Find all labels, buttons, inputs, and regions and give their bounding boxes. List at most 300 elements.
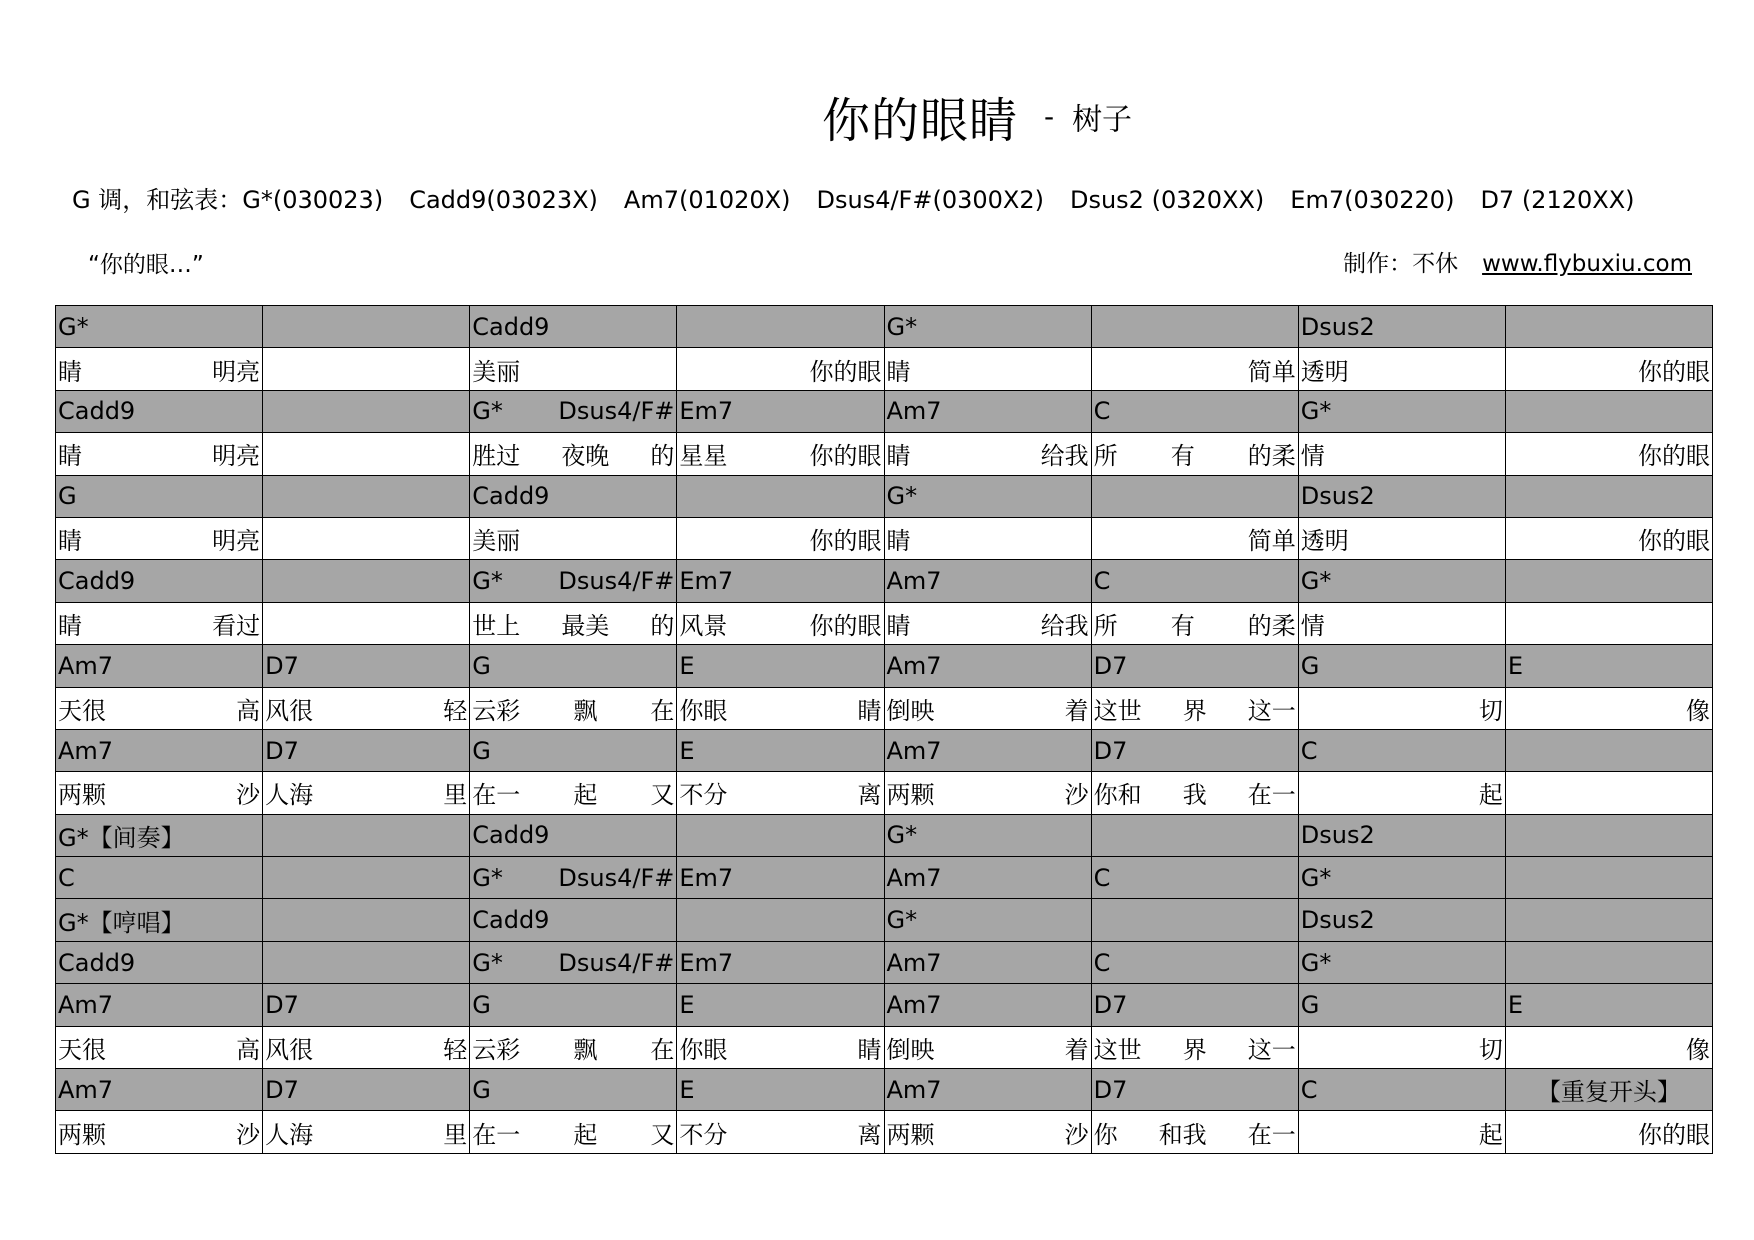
lyric-row [56,1026,1713,1068]
lyric-cell [263,517,470,559]
lyric-text: 情 [1300,442,1325,471]
lyric-text: 离 [857,1120,882,1149]
chord-cell [470,857,677,899]
lyric-cell [263,1026,470,1068]
chord-cell [56,984,263,1026]
chord-cell [1091,475,1298,517]
lyric-text: 简单 [1247,527,1296,556]
lyric-row [56,348,1713,390]
chord-text: Dsus2 [1300,482,1375,511]
chord-cell [263,941,470,983]
lyric-text: 两颗 [58,1120,106,1149]
lyric-cell [56,433,263,475]
chord-text: Em7 [679,397,734,426]
lyric-text: 透明 [1300,527,1349,556]
chord-cell [677,857,884,899]
lyric-text: 睛 [58,611,82,640]
lyric-cell [263,772,470,814]
lyric-text: 有 [1170,442,1195,471]
chord-row [56,984,1713,1026]
chord-cell [1298,390,1505,432]
lyric-text: 高 [236,696,261,725]
chord-cell [56,729,263,771]
lyric-text: 沙 [236,1120,261,1149]
chord-row [56,729,1713,771]
lyric-cell [677,1026,884,1068]
lyric-cell [677,1111,884,1153]
lyric-text: 星星 [679,442,728,471]
lyric-cell [884,772,1091,814]
lyric-cell [1091,1026,1298,1068]
title-area [0,82,1754,151]
title-separator: - [1043,100,1055,133]
lyric-cell [677,602,884,644]
chord-cell [884,984,1091,1026]
lyric-text: 起 [1478,1120,1503,1149]
lyric-cell [1298,1026,1505,1068]
chord-cell [884,645,1091,687]
lyric-cell [1505,602,1712,644]
chord-cell [884,560,1091,602]
chord-cell [1505,984,1712,1026]
chord-text: G [472,736,491,765]
lyric-row [56,517,1713,559]
lyric-text: 两颗 [58,781,106,810]
chord-cell [263,814,470,856]
lyric-cell [1298,772,1505,814]
lyric-cell [884,348,1091,390]
credit [1343,245,1692,278]
lyric-text: 着 [1064,696,1089,725]
chord-cell [56,941,263,983]
chord-cell [884,1069,1091,1111]
lyric-cell [1091,772,1298,814]
lyric-cell [884,602,1091,644]
chord-cell [56,306,263,348]
chord-text: G [58,482,77,511]
lyric-cell [677,433,884,475]
chord-text: G* [886,482,918,511]
lyric-row [56,1111,1713,1153]
lyric-text: 美丽 [472,357,521,386]
chord-text: Cadd9 [58,397,136,426]
lyric-cell [56,772,263,814]
chord-text: Am7 [58,651,114,680]
chord-cell [1091,306,1298,348]
lyric-text: 风景 [679,611,728,640]
chord-cell [1091,941,1298,983]
lyric-cell [470,517,677,559]
chord-cell [263,560,470,602]
chord-cell [677,645,884,687]
lyric-cell [884,687,1091,729]
chord-text: D7 [1093,1075,1128,1104]
lyric-text: 明亮 [212,527,261,556]
lyric-row [56,602,1713,644]
chord-text: Dsus4/F# [558,567,675,596]
chord-cell [1091,857,1298,899]
lyric-text: 和我 [1158,1120,1207,1149]
chord-cell [470,1069,677,1111]
lyric-cell [56,602,263,644]
lyric-text: 你的眼 [809,611,882,640]
lyric-text: 在 [650,696,675,725]
chord-text: E [679,990,695,1019]
chord-cell [1091,814,1298,856]
chord-text: Cadd9 [472,482,550,511]
lyric-text: 简单 [1247,357,1296,386]
lyric-row [56,433,1713,475]
chord-text: D7 [265,990,299,1019]
chord-cell [470,729,677,771]
chord-text: G* [472,397,503,426]
lyric-text: 睛 [58,442,82,471]
chord-cell [263,390,470,432]
chord-cell [677,1069,884,1111]
chord-cell [884,899,1091,941]
lyric-text: 又 [650,781,675,810]
lyric-text: 给我 [1040,611,1089,640]
lyric-text: 人海 [265,781,314,810]
lyric-text: 胜过 [472,442,521,471]
chord-text: Am7 [886,567,942,596]
chord-cell [263,475,470,517]
lyric-text: 起 [1478,781,1503,810]
chord-reference-item: Am7(01020X) [623,186,791,214]
chord-cell [56,560,263,602]
lyric-text: 离 [857,781,882,810]
lyric-text: 睛 [886,357,911,386]
lyric-text: 透明 [1300,357,1349,386]
lyric-text: 你 [1093,1120,1118,1149]
chord-cell [1298,729,1505,771]
lyric-text: 给我 [1040,442,1089,471]
chord-cell [1505,814,1712,856]
lyric-text: 沙 [236,781,261,810]
chord-text: G* [472,948,503,977]
lyric-text: 所 [1093,442,1118,471]
lyric-text: 睛 [886,611,911,640]
chord-row [56,1069,1713,1111]
chord-text: C [1093,863,1111,892]
chord-cell [1091,899,1298,941]
lyric-text: 所 [1093,611,1118,640]
lyric-cell [1091,433,1298,475]
chord-text: E [1507,990,1524,1019]
lyric-text: 人海 [265,1120,314,1149]
lyric-text: 我 [1182,781,1207,810]
lyric-cell [1505,772,1712,814]
lyric-cell [1505,517,1712,559]
lyric-text: 云彩 [472,1035,521,1064]
lyric-text: 你的眼 [1638,442,1710,471]
lyric-text: 天很 [58,1035,106,1064]
chord-cell [1091,984,1298,1026]
lyric-cell [1091,517,1298,559]
lyric-cell [263,687,470,729]
chord-text: G [1300,651,1320,680]
lyric-text: 两颗 [886,1120,935,1149]
lyric-text: 切 [1478,1035,1503,1064]
lyric-cell [884,433,1091,475]
lyric-cell [1505,433,1712,475]
lyric-text: 睛 [857,696,882,725]
lyric-text: 风很 [265,696,314,725]
lyric-text: 睛 [886,442,911,471]
lyric-text: 明亮 [212,442,261,471]
chord-cell [884,306,1091,348]
chord-cell [1505,899,1712,941]
lyric-text: 轻 [443,1035,468,1064]
chord-cell [884,729,1091,771]
chord-cell [1298,306,1505,348]
chord-text: C [1093,948,1111,977]
lyric-cell [1298,517,1505,559]
chord-text: Cadd9 [472,821,550,850]
chord-text: C [1300,1075,1318,1104]
lyric-text: 切 [1478,696,1503,725]
lyric-text: 明亮 [212,357,261,386]
lyric-text: 你眼 [679,696,728,725]
chord-text: D7 [1093,990,1128,1019]
lyric-text: 界 [1182,696,1207,725]
lyric-text: 你的眼 [1638,1120,1710,1149]
chord-text: E [679,736,695,765]
lyric-text: 你眼 [679,1035,728,1064]
chord-cell [1505,475,1712,517]
chord-cell [1298,984,1505,1026]
chord-cell [1505,645,1712,687]
chord-cell [677,475,884,517]
lyric-cell [470,1111,677,1153]
chord-text: G* [472,863,503,892]
chord-text: G* [886,821,918,850]
chord-text: G* [472,567,503,596]
chord-cell [263,984,470,1026]
chord-text: D7 [265,1075,299,1104]
chord-cell [470,475,677,517]
lyric-text: 的 [650,442,675,471]
chord-text: C [1093,397,1111,426]
lyric-text: 你的眼 [809,442,882,471]
chord-row [56,645,1713,687]
lyric-cell [56,687,263,729]
chord-text: G* [1300,863,1332,892]
lyric-cell [1505,687,1712,729]
lyric-text: 风很 [265,1035,314,1064]
lyric-text: 倒映 [886,1035,935,1064]
chord-cell [1298,899,1505,941]
lyric-cell [884,1111,1091,1153]
lyric-cell [1505,1111,1712,1153]
lyric-text: 像 [1686,696,1710,725]
chord-reference-item: Em7(030220) [1290,186,1455,214]
chord-cell [470,390,677,432]
lyric-text: 睛 [58,527,82,556]
lyric-cell [56,517,263,559]
chord-text: G* [886,906,918,935]
lyric-cell [470,772,677,814]
chord-cell [263,729,470,771]
chord-text: Em7 [679,567,734,596]
credit-label: 制作：不休 [1343,251,1459,277]
chord-text: Am7 [58,736,114,765]
chord-row [56,560,1713,602]
chord-row [56,390,1713,432]
chord-reference-item: G*(030023) [242,186,384,214]
lyric-cell [884,517,1091,559]
lyric-text: 情 [1300,611,1325,640]
chord-cell [263,857,470,899]
lyric-text: 有 [1170,611,1195,640]
chord-cell [470,941,677,983]
lyric-text: 着 [1064,1035,1089,1064]
website-link[interactable]: www.flybuxiu.com [1482,251,1692,277]
lyric-cell [1298,433,1505,475]
chord-cell [56,475,263,517]
lyric-cell [470,433,677,475]
chord-cell [470,645,677,687]
lyric-text: 你的眼 [809,527,882,556]
chord-text: Dsus2 [1300,821,1375,850]
lyric-text: 你的眼 [809,357,882,386]
lyric-text: 不分 [679,1120,728,1149]
chord-text: Cadd9 [472,906,550,935]
lyric-text: 沙 [1064,781,1089,810]
chord-cell [263,1069,470,1111]
lyric-cell [677,772,884,814]
chord-text: Dsus2 [1300,906,1375,935]
chord-text: G* [886,312,918,341]
chord-cell [677,729,884,771]
chord-cell [263,645,470,687]
chord-text: G* [58,312,89,341]
chord-cell [1091,1069,1298,1111]
chord-text: D7 [1093,651,1128,680]
lyric-text: 你和 [1093,781,1142,810]
chord-text: G*【哼唱】 [58,908,185,937]
lyric-text: 界 [1182,1035,1207,1064]
chord-text: Am7 [886,651,942,680]
chord-text: Cadd9 [58,567,136,596]
chord-cell [1298,941,1505,983]
chord-cell [1298,1069,1505,1111]
chord-cell [56,390,263,432]
lyric-text: 在一 [472,781,521,810]
chord-cell [1091,560,1298,602]
lyric-text: 你的眼 [1638,527,1710,556]
chord-text: Am7 [886,736,942,765]
chord-row [56,306,1713,348]
lyric-text: 睛 [857,1035,882,1064]
lyric-text: 在 [650,1035,675,1064]
lyric-cell [470,602,677,644]
lyric-cell [1505,348,1712,390]
lyric-text: 里 [443,781,468,810]
chord-cell [56,857,263,899]
lyric-text: 的柔 [1247,611,1296,640]
chord-cell [470,899,677,941]
chord-text: C [1093,567,1111,596]
lyric-cell [1298,348,1505,390]
lyric-text: 天很 [58,696,106,725]
chord-cell [1091,390,1298,432]
chord-cell [1298,857,1505,899]
chord-reference-item: Cadd9(03023X) [409,186,598,214]
chord-cell [470,306,677,348]
lyric-text: 起 [573,1120,598,1149]
lyric-text: 云彩 [472,696,521,725]
chord-text: G*【间奏】 [58,823,185,852]
lyric-text: 沙 [1064,1120,1089,1149]
chord-cell [1505,306,1712,348]
chord-reference-item: Dsus2 (0320XX) [1069,186,1265,214]
lyric-cell [263,602,470,644]
chord-text: Am7 [886,990,942,1019]
lyric-cell [1298,1111,1505,1153]
lyric-text: 这一 [1247,696,1296,725]
chord-text: G* [1300,397,1332,426]
chord-text: Am7 [886,397,942,426]
chord-text: D7 [1093,736,1128,765]
lyric-cell [263,348,470,390]
lyric-text: 这一 [1247,1035,1296,1064]
chord-cell [1298,645,1505,687]
chord-cell [677,814,884,856]
lyric-row [56,772,1713,814]
chord-cell [677,941,884,983]
chord-text: Em7 [679,948,734,977]
lyric-row [56,687,1713,729]
lyric-cell [1298,602,1505,644]
chord-cell [1505,857,1712,899]
chord-row [56,899,1713,941]
chord-cell [1091,729,1298,771]
chord-text: Am7 [886,1075,942,1104]
lyric-cell [1298,687,1505,729]
chord-text: Am7 [58,1075,114,1104]
lyric-text: 两颗 [886,781,935,810]
chord-cell [884,814,1091,856]
chord-cell [1505,1069,1712,1111]
lyric-text: 这世 [1093,1035,1142,1064]
chord-text: Dsus4/F# [558,863,675,892]
chord-reference-prefix: G 调，和弦表： [72,186,243,214]
lyric-cell [1091,687,1298,729]
lyric-cell [677,517,884,559]
lyric-text: 飘 [573,1035,598,1064]
chord-cell [884,857,1091,899]
lyric-text: 在一 [1247,1120,1296,1149]
chord-cell [56,814,263,856]
chord-text: Am7 [886,948,942,977]
chord-cell [884,390,1091,432]
chord-cell [884,941,1091,983]
lyric-text: 像 [1686,1035,1710,1064]
chord-cell [1505,560,1712,602]
lyric-text: 又 [650,1120,675,1149]
lyric-text: 高 [236,1035,261,1064]
lyric-text: 在一 [1247,781,1296,810]
chord-row [56,475,1713,517]
chord-cell [263,899,470,941]
chord-text: D7 [265,736,299,765]
lyric-cell [1091,348,1298,390]
lyric-cell [263,433,470,475]
lyric-text: 睛 [886,527,911,556]
chord-cell [56,899,263,941]
lyric-cell [56,348,263,390]
